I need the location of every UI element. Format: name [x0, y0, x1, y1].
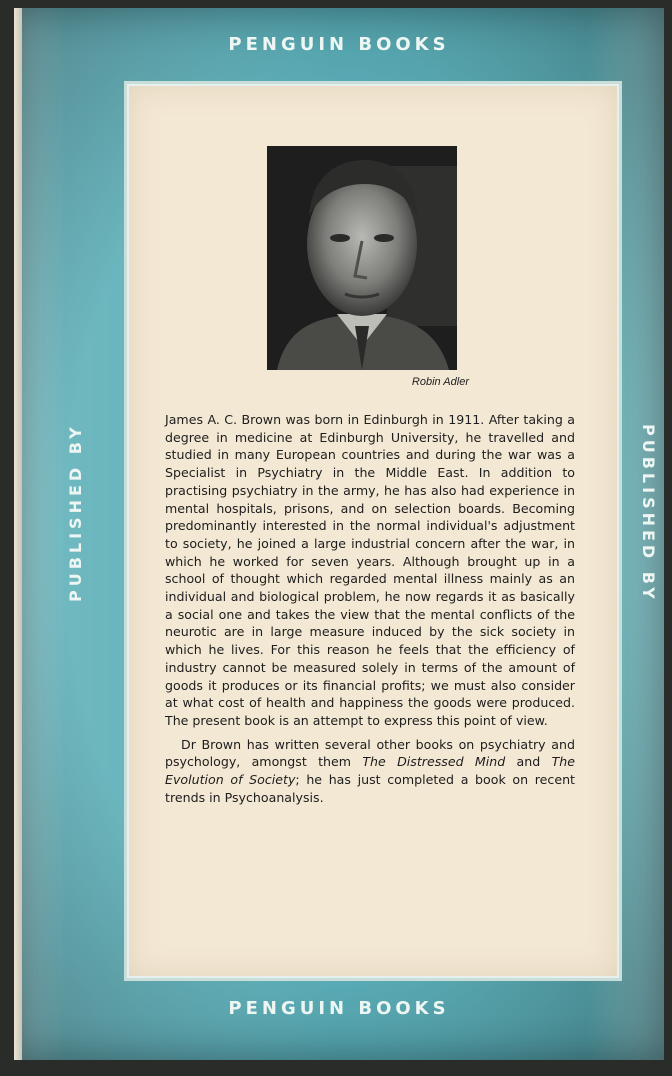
author-portrait-image — [267, 146, 457, 370]
photo-credit: Robin Adler — [411, 376, 469, 388]
author-panel — [127, 84, 619, 978]
bio-p2-start: Dr Brown has written several other books on psychiatry and psychology, amongst them — [165, 736, 575, 770]
publisher-name-top: PENGUIN BOOKS — [228, 34, 450, 55]
publisher-name-bottom: PENGUIN BOOKS — [228, 998, 450, 1019]
page-edge — [14, 8, 22, 1060]
bio-p2-end: ; he has just completed a book on recent trends in Psychoanalysis. — [165, 772, 575, 805]
book-title-distressed-mind: The Distressed Mind — [362, 754, 506, 770]
published-by-left: PUBLISHED BY — [66, 423, 85, 603]
book-title-evolution-society: The Evolution of Society — [165, 754, 576, 788]
author-biography — [165, 411, 575, 806]
book-back-cover — [14, 8, 664, 1060]
author-photo — [267, 146, 457, 370]
published-by-right: PUBLISHED BY — [639, 423, 658, 603]
bio-paragraph-1: James A. C. Brown was born in Edinburgh in 1911. After taking a degree in medicine at Edinburgh University, he travelled and studied in many European countries and during the war was a Specialist in Psychiatry in the Middle East. In addition to practising psychiatry in the army, he has also had experience in mental hospitals, prisons, and on selection boards. Becoming predominantly interested in the normal individual's adjustment to society, he joined a large industrial concern after the war, in which he worked for seven years. Although brought up in a school of thought which regarded mental illness mainly as an individual and biological problem, he now regards it as basically a social one and takes the view that the mental conflicts of the neurotic are in large measure induced by the sick society in which he lives. For this reason he feels that the efficiency of industry cannot be measured solely in terms of the amount of goods it produces or its financial profits; we must also consider at what cost of health and happiness the goods were produced. The present book is an attempt to express this point of view. — [165, 412, 575, 728]
bio-paragraph-2 — [165, 736, 575, 807]
bio-p2-mid: and — [505, 754, 552, 770]
